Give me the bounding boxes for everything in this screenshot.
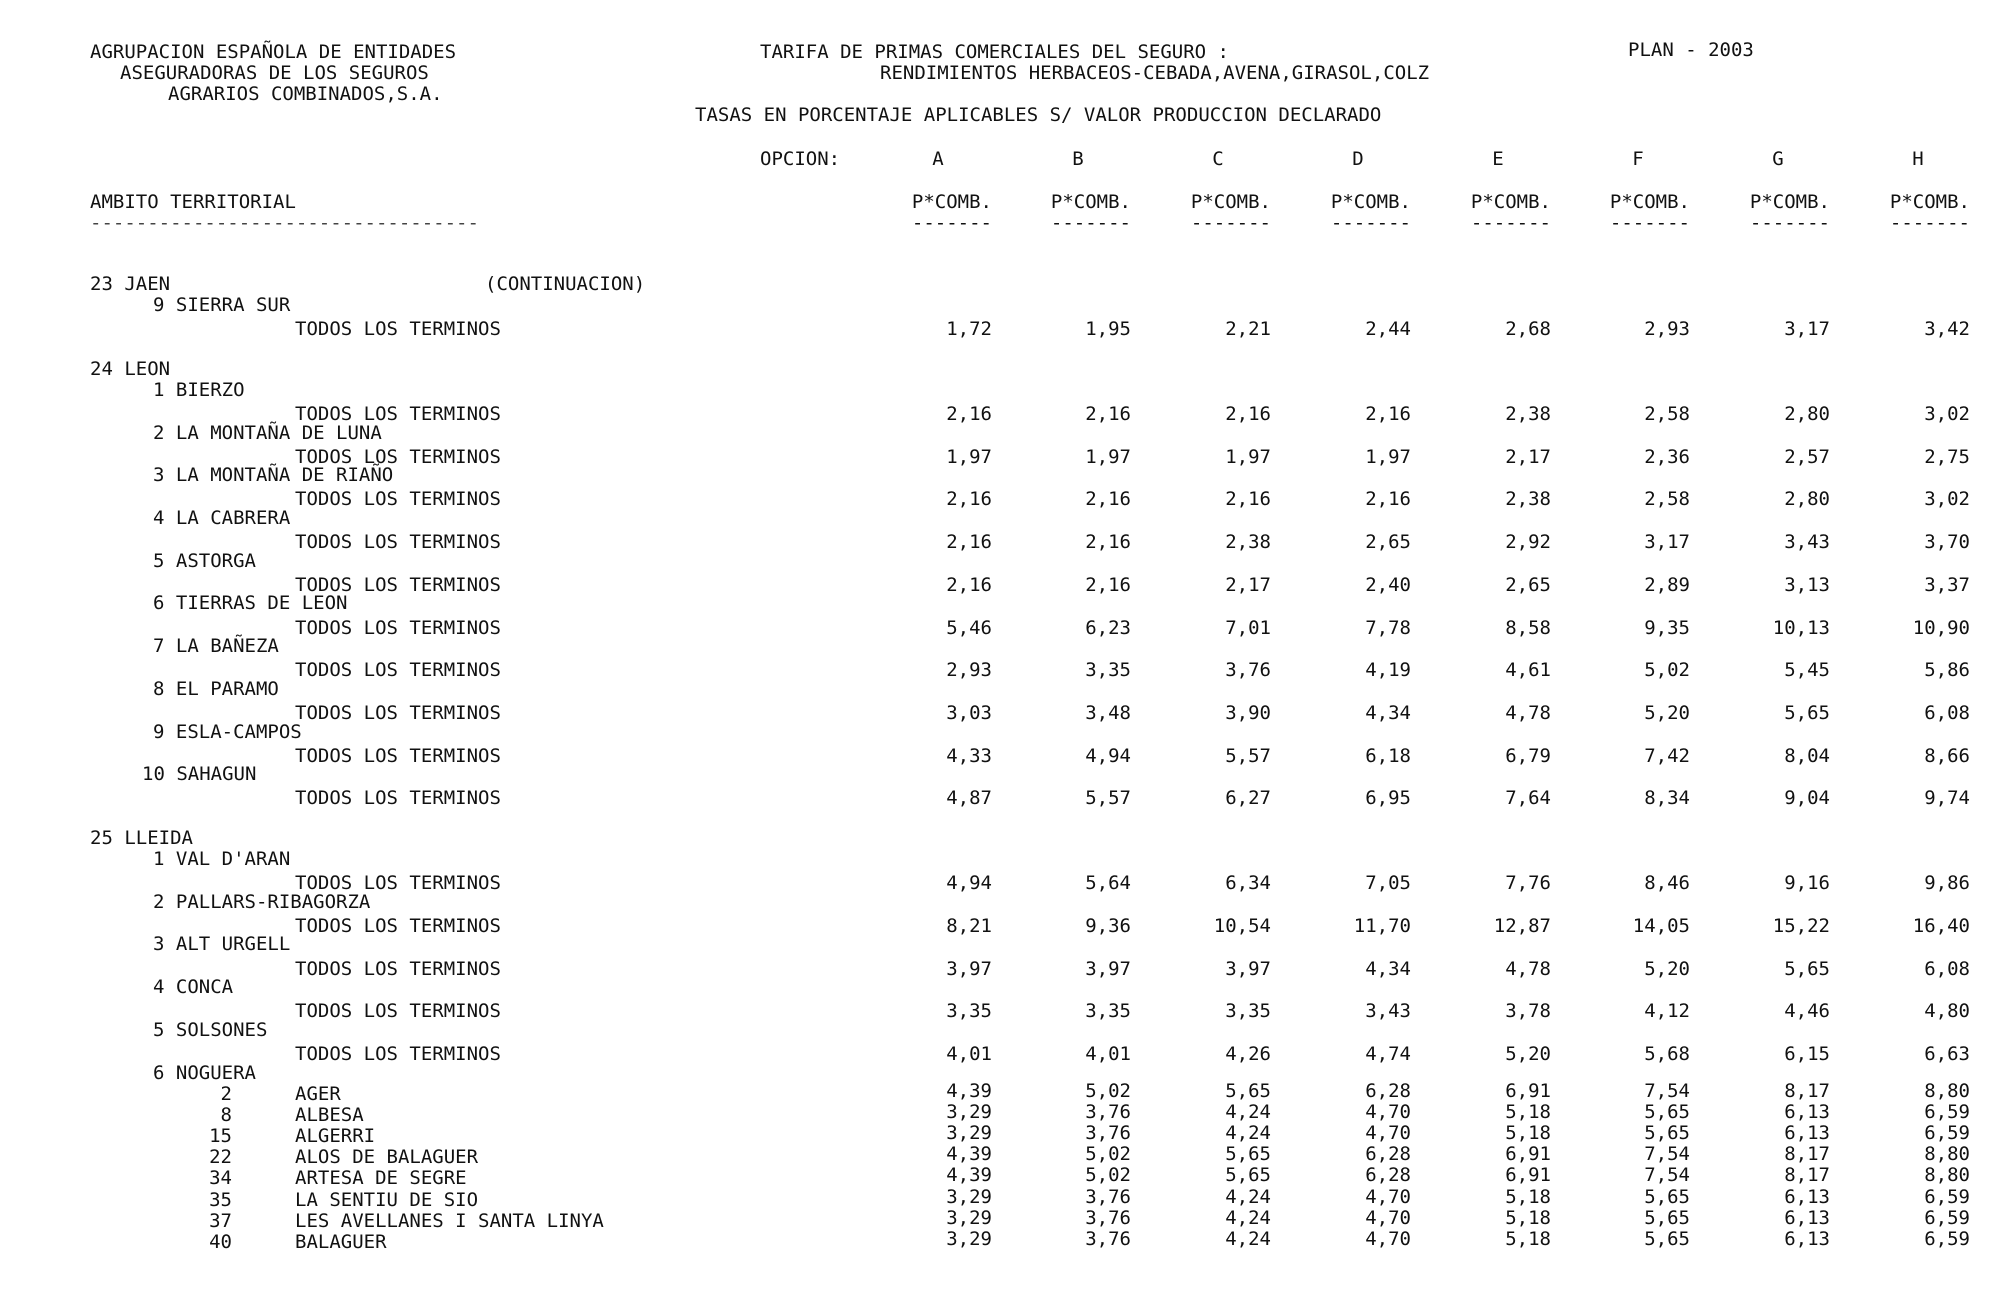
rate-cell: 6,15: [1784, 1042, 1830, 1065]
rate-cell: 5,65: [1784, 701, 1830, 724]
comarca-heading: 2 LA MONTAÑA DE LUNA: [153, 421, 382, 444]
rate-cell: 3,37: [1924, 573, 1970, 596]
rate-cell: 3,29: [946, 1122, 992, 1144]
rate-cell: 5,65: [1644, 1100, 1690, 1123]
municipio-name: ALBESA: [295, 1103, 364, 1126]
rate-cell: 6,59: [1924, 1122, 1970, 1144]
rate-cell: 5,65: [1225, 1164, 1271, 1187]
comarca-heading: 5 SOLSONES: [153, 1018, 268, 1041]
rate-cell: 2,16: [946, 488, 992, 511]
rate-cell: 5,20: [1505, 1042, 1551, 1065]
rate-cell: 4,01: [946, 1042, 992, 1065]
comarca-heading: 6 NOGUERA: [153, 1061, 256, 1084]
rate-cell: 4,39: [946, 1143, 992, 1166]
rate-cell: 3,70: [1924, 531, 1970, 554]
rate-cell: 5,02: [1085, 1164, 1131, 1187]
municipio-name: BALAGUER: [295, 1231, 387, 1253]
comarca-heading: 9 ESLA-CAMPOS: [153, 720, 302, 743]
rate-cell: 2,44: [1365, 318, 1411, 341]
rate-cell: 5,45: [1784, 659, 1830, 682]
rate-cell: 2,16: [1085, 531, 1131, 554]
rate-cell: 4,19: [1365, 659, 1411, 682]
rate-cell: 4,74: [1365, 1042, 1411, 1065]
rate-cell: 4,70: [1365, 1122, 1411, 1144]
rate-cell: 2,65: [1505, 573, 1551, 596]
municipio-name: ALGERRI: [295, 1125, 376, 1147]
municipio-code: 2: [220, 1082, 232, 1105]
comarca-heading: 8 EL PARAMO: [153, 677, 279, 700]
rate-cell: 6,13: [1784, 1100, 1830, 1123]
rate-cell: 4,70: [1365, 1206, 1411, 1229]
rate-cell: 3,02: [1924, 488, 1970, 511]
rate-cell: 4,24: [1225, 1185, 1271, 1208]
option-e-header: E: [1492, 148, 1504, 170]
rate-cell: 9,04: [1784, 787, 1830, 810]
rate-cell: 2,16: [1085, 403, 1131, 425]
rate-cell: 3,35: [1085, 1000, 1131, 1023]
municipio-code: 15: [209, 1125, 232, 1147]
rate-cell: 5,18: [1505, 1122, 1551, 1144]
rate-cell: 6,28: [1365, 1079, 1411, 1102]
rate-cell: 8,04: [1784, 744, 1830, 767]
rate-cell: 2,75: [1924, 445, 1970, 468]
column-rule: -------: [911, 212, 992, 234]
rate-cell: 6,08: [1924, 957, 1970, 980]
rate-cell: 3,02: [1924, 403, 1970, 425]
rate-cell: 3,97: [1225, 957, 1271, 980]
rate-cell: 4,94: [1085, 744, 1131, 767]
rate-cell: 6,63: [1924, 1042, 1970, 1065]
rate-cell: 4,39: [946, 1164, 992, 1187]
rate-cell: 2,89: [1644, 573, 1690, 596]
comarca-heading: 9 SIERRA SUR: [153, 294, 291, 317]
company-name-line-1: AGRUPACION ESPAÑOLA DE ENTIDADES: [90, 41, 457, 63]
rate-cell: 2,65: [1365, 531, 1411, 554]
row-label: TODOS LOS TERMINOS: [295, 1042, 501, 1065]
rate-cell: 4,61: [1505, 659, 1551, 682]
rate-cell: 3,43: [1784, 531, 1830, 554]
rate-cell: 1,97: [946, 445, 992, 468]
rate-cell: 8,17: [1784, 1164, 1830, 1187]
rate-cell: 2,38: [1505, 403, 1551, 425]
rate-cell: 8,21: [946, 914, 992, 937]
rate-cell: 5,65: [1784, 957, 1830, 980]
row-label: TODOS LOS TERMINOS: [295, 573, 501, 596]
row-label: TODOS LOS TERMINOS: [295, 957, 501, 980]
rate-cell: 5,86: [1924, 659, 1970, 682]
municipio-code: 35: [209, 1188, 232, 1211]
rate-cell: 4,24: [1225, 1122, 1271, 1144]
option-g-header: G: [1772, 148, 1784, 170]
rate-cell: 7,54: [1644, 1079, 1690, 1102]
row-label: TODOS LOS TERMINOS: [295, 787, 501, 810]
rate-cell: 3,03: [946, 701, 992, 724]
rate-cell: 4,70: [1365, 1228, 1411, 1250]
municipio-code: 37: [209, 1209, 232, 1232]
rate-cell: 4,24: [1225, 1228, 1271, 1250]
rate-cell: 6,18: [1365, 744, 1411, 767]
rate-cell: 2,16: [1085, 488, 1131, 511]
rate-cell: 8,80: [1924, 1079, 1970, 1102]
rate-cell: 3,35: [1085, 659, 1131, 682]
province-heading: 25 LLEIDA: [90, 826, 193, 849]
plan-label: PLAN - 2003: [1628, 39, 1754, 61]
opcion-label: OPCION:: [760, 148, 841, 170]
rate-cell: 16,40: [1912, 914, 1970, 937]
rate-cell: 7,01: [1225, 616, 1271, 639]
rate-cell: 3,76: [1085, 1185, 1131, 1208]
comarca-heading: 3 ALT URGELL: [153, 933, 291, 956]
rate-cell: 9,86: [1924, 872, 1970, 895]
rate-cell: 7,54: [1644, 1164, 1690, 1187]
rate-cell: 2,92: [1505, 531, 1551, 554]
rate-cell: 2,36: [1644, 445, 1690, 468]
row-label: TODOS LOS TERMINOS: [295, 403, 501, 425]
row-label: TODOS LOS TERMINOS: [295, 318, 501, 341]
rate-cell: 5,20: [1644, 701, 1690, 724]
rate-cell: 9,16: [1784, 872, 1830, 895]
rate-cell: 8,80: [1924, 1143, 1970, 1166]
rate-cell: 6,08: [1924, 701, 1970, 724]
rate-cell: 6,91: [1505, 1143, 1551, 1166]
option-f-header: F: [1632, 148, 1644, 170]
rate-cell: 5,65: [1644, 1228, 1690, 1250]
column-label: P*COMB.: [1050, 191, 1131, 213]
rate-cell: 10,13: [1772, 616, 1830, 639]
rate-cell: 5,18: [1505, 1228, 1551, 1250]
rate-cell: 4,80: [1924, 1000, 1970, 1023]
rate-cell: 3,35: [1225, 1000, 1271, 1023]
column-rule: -------: [1470, 212, 1551, 234]
rate-cell: 2,16: [1085, 573, 1131, 596]
rate-cell: 2,16: [946, 403, 992, 425]
municipio-code: 22: [209, 1146, 232, 1169]
rate-cell: 4,94: [946, 872, 992, 895]
rate-cell: 5,65: [1225, 1079, 1271, 1102]
rate-cell: 5,57: [1085, 787, 1131, 810]
comarca-heading: 10 SAHAGUN: [142, 763, 257, 786]
rate-cell: 4,46: [1784, 1000, 1830, 1023]
row-label: TODOS LOS TERMINOS: [295, 914, 501, 937]
row-label: TODOS LOS TERMINOS: [295, 445, 501, 468]
rate-cell: 2,17: [1505, 445, 1551, 468]
continuation-label: (CONTINUACION): [485, 273, 646, 295]
rate-cell: 2,17: [1225, 573, 1271, 596]
rate-cell: 6,79: [1505, 744, 1551, 767]
rate-cell: 2,93: [1644, 318, 1690, 341]
option-d-header: D: [1352, 148, 1364, 170]
rate-cell: 6,59: [1924, 1206, 1970, 1229]
rate-cell: 5,57: [1225, 744, 1271, 767]
column-label: P*COMB.: [1749, 191, 1830, 213]
row-label: TODOS LOS TERMINOS: [295, 1000, 501, 1023]
rate-cell: 6,13: [1784, 1185, 1830, 1208]
comarca-heading: 2 PALLARS-RIBAGORZA: [153, 890, 371, 913]
rate-cell: 2,68: [1505, 318, 1551, 341]
rate-cell: 6,13: [1784, 1122, 1830, 1144]
rate-cell: 7,54: [1644, 1143, 1690, 1166]
rate-cell: 3,13: [1784, 573, 1830, 596]
rate-cell: 1,95: [1085, 318, 1131, 341]
rate-cell: 3,42: [1924, 318, 1970, 341]
rate-cell: 4,24: [1225, 1100, 1271, 1123]
rate-cell: 3,43: [1365, 1000, 1411, 1023]
rate-cell: 5,18: [1505, 1100, 1551, 1123]
row-label: TODOS LOS TERMINOS: [295, 659, 501, 682]
rate-cell: 8,46: [1644, 872, 1690, 895]
rate-cell: 12,87: [1493, 914, 1551, 937]
rate-cell: 3,76: [1085, 1228, 1131, 1250]
tariff-title: TARIFA DE PRIMAS COMERCIALES DEL SEGURO :: [760, 41, 1229, 63]
rate-cell: 5,18: [1505, 1206, 1551, 1229]
column-rule: -------: [1889, 212, 1970, 234]
rate-cell: 3,35: [946, 1000, 992, 1023]
rate-cell: 1,97: [1085, 445, 1131, 468]
rate-cell: 4,12: [1644, 1000, 1690, 1023]
rate-cell: 3,76: [1225, 659, 1271, 682]
comarca-heading: 1 VAL D'ARAN: [153, 848, 291, 870]
rate-cell: 4,34: [1365, 957, 1411, 980]
tariff-crop-title: RENDIMIENTOS HERBACEOS-CEBADA,AVENA,GIRASOL,COLZ: [880, 62, 1430, 84]
rate-cell: 7,76: [1505, 872, 1551, 895]
municipio-name: LES AVELLANES I SANTA LINYA: [295, 1209, 604, 1232]
rate-cell: 4,78: [1505, 957, 1551, 980]
rate-cell: 3,78: [1505, 1000, 1551, 1023]
rate-cell: 8,80: [1924, 1164, 1970, 1187]
rate-cell: 6,59: [1924, 1228, 1970, 1250]
rate-cell: 4,70: [1365, 1185, 1411, 1208]
rate-cell: 6,59: [1924, 1100, 1970, 1123]
column-label: P*COMB.: [1609, 191, 1690, 213]
row-label: TODOS LOS TERMINOS: [295, 872, 501, 895]
rate-cell: 3,76: [1085, 1206, 1131, 1229]
rate-cell: 3,29: [946, 1228, 992, 1250]
province-heading: 23 JAEN: [90, 273, 171, 295]
column-label: P*COMB.: [1190, 191, 1271, 213]
company-name-line-2: ASEGURADORAS DE LOS SEGUROS: [120, 62, 429, 84]
rate-cell: 2,16: [1225, 403, 1271, 425]
row-label: TODOS LOS TERMINOS: [295, 531, 501, 554]
rate-cell: 2,40: [1365, 573, 1411, 596]
rate-cell: 2,57: [1784, 445, 1830, 468]
rate-cell: 7,78: [1365, 616, 1411, 639]
rate-cell: 10,54: [1213, 914, 1271, 937]
rate-cell: 8,34: [1644, 787, 1690, 810]
rate-cell: 1,97: [1225, 445, 1271, 468]
rate-cell: 15,22: [1772, 914, 1830, 937]
rate-cell: 5,46: [946, 616, 992, 639]
rate-cell: 2,58: [1644, 488, 1690, 511]
rate-cell: 4,87: [946, 787, 992, 810]
rate-cell: 10,90: [1912, 616, 1970, 639]
rate-cell: 5,20: [1644, 957, 1690, 980]
option-a-header: A: [932, 148, 944, 170]
rate-cell: 3,76: [1085, 1122, 1131, 1144]
rate-cell: 1,72: [946, 318, 992, 341]
comarca-heading: 1 BIERZO: [153, 378, 245, 401]
municipio-code: 8: [220, 1103, 232, 1126]
rate-cell: 3,29: [946, 1185, 992, 1208]
company-name-line-3: AGRARIOS COMBINADOS,S.A.: [168, 83, 443, 105]
rate-cell: 3,29: [946, 1100, 992, 1123]
rate-cell: 3,97: [1085, 957, 1131, 980]
municipio-name: ALOS DE BALAGUER: [295, 1146, 479, 1169]
rate-cell: 2,38: [1225, 531, 1271, 554]
rate-cell: 5,65: [1644, 1122, 1690, 1144]
column-rule: -------: [1190, 212, 1271, 234]
municipio-code: 40: [209, 1231, 232, 1253]
rate-cell: 5,65: [1225, 1143, 1271, 1166]
ambito-territorial-label: AMBITO TERRITORIAL: [90, 191, 296, 213]
comarca-heading: 5 ASTORGA: [153, 549, 256, 572]
rate-cell: 4,01: [1085, 1042, 1131, 1065]
rate-cell: 6,23: [1085, 616, 1131, 639]
rate-cell: 6,91: [1505, 1164, 1551, 1187]
rate-cell: 14,05: [1632, 914, 1690, 937]
column-rule: -------: [1749, 212, 1830, 234]
rate-cell: 5,02: [1085, 1079, 1131, 1102]
column-rule: -------: [1330, 212, 1411, 234]
rate-cell: 2,21: [1225, 318, 1271, 341]
row-label: TODOS LOS TERMINOS: [295, 488, 501, 511]
comarca-heading: 3 LA MONTAÑA DE RIAÑO: [153, 464, 394, 487]
rate-cell: 4,78: [1505, 701, 1551, 724]
rate-cell: 3,17: [1644, 531, 1690, 554]
column-label: P*COMB.: [1330, 191, 1411, 213]
row-label: TODOS LOS TERMINOS: [295, 701, 501, 724]
rate-cell: 1,97: [1365, 445, 1411, 468]
rate-cell: 8,66: [1924, 744, 1970, 767]
column-label: P*COMB.: [1889, 191, 1970, 213]
rate-cell: 8,17: [1784, 1079, 1830, 1102]
rate-cell: 3,17: [1784, 318, 1830, 341]
comarca-heading: 4 LA CABRERA: [153, 507, 291, 529]
row-label: TODOS LOS TERMINOS: [295, 744, 501, 767]
rate-cell: 9,36: [1085, 914, 1131, 937]
rate-cell: 5,18: [1505, 1185, 1551, 1208]
province-heading: 24 LEON: [90, 357, 171, 380]
tariff-subtitle: TASAS EN PORCENTAJE APLICABLES S/ VALOR PRODUCCION DECLARADO: [695, 104, 1382, 126]
rate-cell: 2,80: [1784, 403, 1830, 425]
rate-cell: 6,28: [1365, 1143, 1411, 1166]
comarca-heading: 7 LA BAÑEZA: [153, 635, 279, 658]
column-rule: -------: [1609, 212, 1690, 234]
column-rule: -------: [1050, 212, 1131, 234]
municipio-code: 34: [209, 1167, 232, 1190]
rate-cell: 2,16: [1365, 488, 1411, 511]
rate-cell: 6,59: [1924, 1185, 1970, 1208]
rate-cell: 3,90: [1225, 701, 1271, 724]
rate-cell: 2,16: [1365, 403, 1411, 425]
rate-cell: 6,95: [1365, 787, 1411, 810]
rate-cell: 5,65: [1644, 1185, 1690, 1208]
option-b-header: B: [1072, 148, 1084, 170]
comarca-heading: 4 CONCA: [153, 976, 234, 999]
row-label: TODOS LOS TERMINOS: [295, 616, 501, 639]
rate-cell: 4,39: [946, 1079, 992, 1102]
rate-cell: 3,76: [1085, 1100, 1131, 1123]
rate-cell: 2,16: [946, 573, 992, 596]
rate-cell: 4,70: [1365, 1100, 1411, 1123]
rate-cell: 4,33: [946, 744, 992, 767]
rate-cell: 3,29: [946, 1206, 992, 1229]
rate-cell: 2,58: [1644, 403, 1690, 425]
rate-cell: 4,24: [1225, 1206, 1271, 1229]
rate-cell: 6,34: [1225, 872, 1271, 895]
municipio-name: LA SENTIU DE SIO: [295, 1188, 479, 1211]
rate-cell: 5,64: [1085, 872, 1131, 895]
rate-cell: 6,27: [1225, 787, 1271, 810]
rate-cell: 7,64: [1505, 787, 1551, 810]
rate-cell: 6,13: [1784, 1228, 1830, 1250]
rate-cell: 5,68: [1644, 1042, 1690, 1065]
rate-cell: 3,48: [1085, 701, 1131, 724]
rate-cell: 11,70: [1353, 914, 1411, 937]
rate-cell: 2,38: [1505, 488, 1551, 511]
rate-cell: 2,93: [946, 659, 992, 682]
column-label: P*COMB.: [1470, 191, 1551, 213]
rate-cell: 8,17: [1784, 1143, 1830, 1166]
rate-cell: 5,02: [1085, 1143, 1131, 1166]
rate-cell: 6,28: [1365, 1164, 1411, 1187]
rate-cell: 5,65: [1644, 1206, 1690, 1229]
rate-cell: 5,02: [1644, 659, 1690, 682]
header-rule-left: ----------------------------------: [90, 212, 479, 234]
rate-cell: 4,34: [1365, 701, 1411, 724]
municipio-name: AGER: [295, 1082, 341, 1105]
comarca-heading: 6 TIERRAS DE LEON: [153, 592, 348, 615]
rate-cell: 2,16: [946, 531, 992, 554]
municipio-name: ARTESA DE SEGRE: [295, 1167, 467, 1190]
rate-cell: 6,91: [1505, 1079, 1551, 1102]
rate-cell: 7,42: [1644, 744, 1690, 767]
rate-cell: 7,05: [1365, 872, 1411, 895]
rate-cell: 9,74: [1924, 787, 1970, 810]
rate-cell: 3,97: [946, 957, 992, 980]
rate-cell: 2,80: [1784, 488, 1830, 511]
column-label: P*COMB.: [911, 191, 992, 213]
rate-cell: 4,26: [1225, 1042, 1271, 1065]
option-h-header: H: [1912, 148, 1924, 170]
rate-cell: 9,35: [1644, 616, 1690, 639]
option-c-header: C: [1212, 148, 1224, 170]
rate-cell: 2,16: [1225, 488, 1271, 511]
rate-cell: 6,13: [1784, 1206, 1830, 1229]
rate-cell: 8,58: [1505, 616, 1551, 639]
